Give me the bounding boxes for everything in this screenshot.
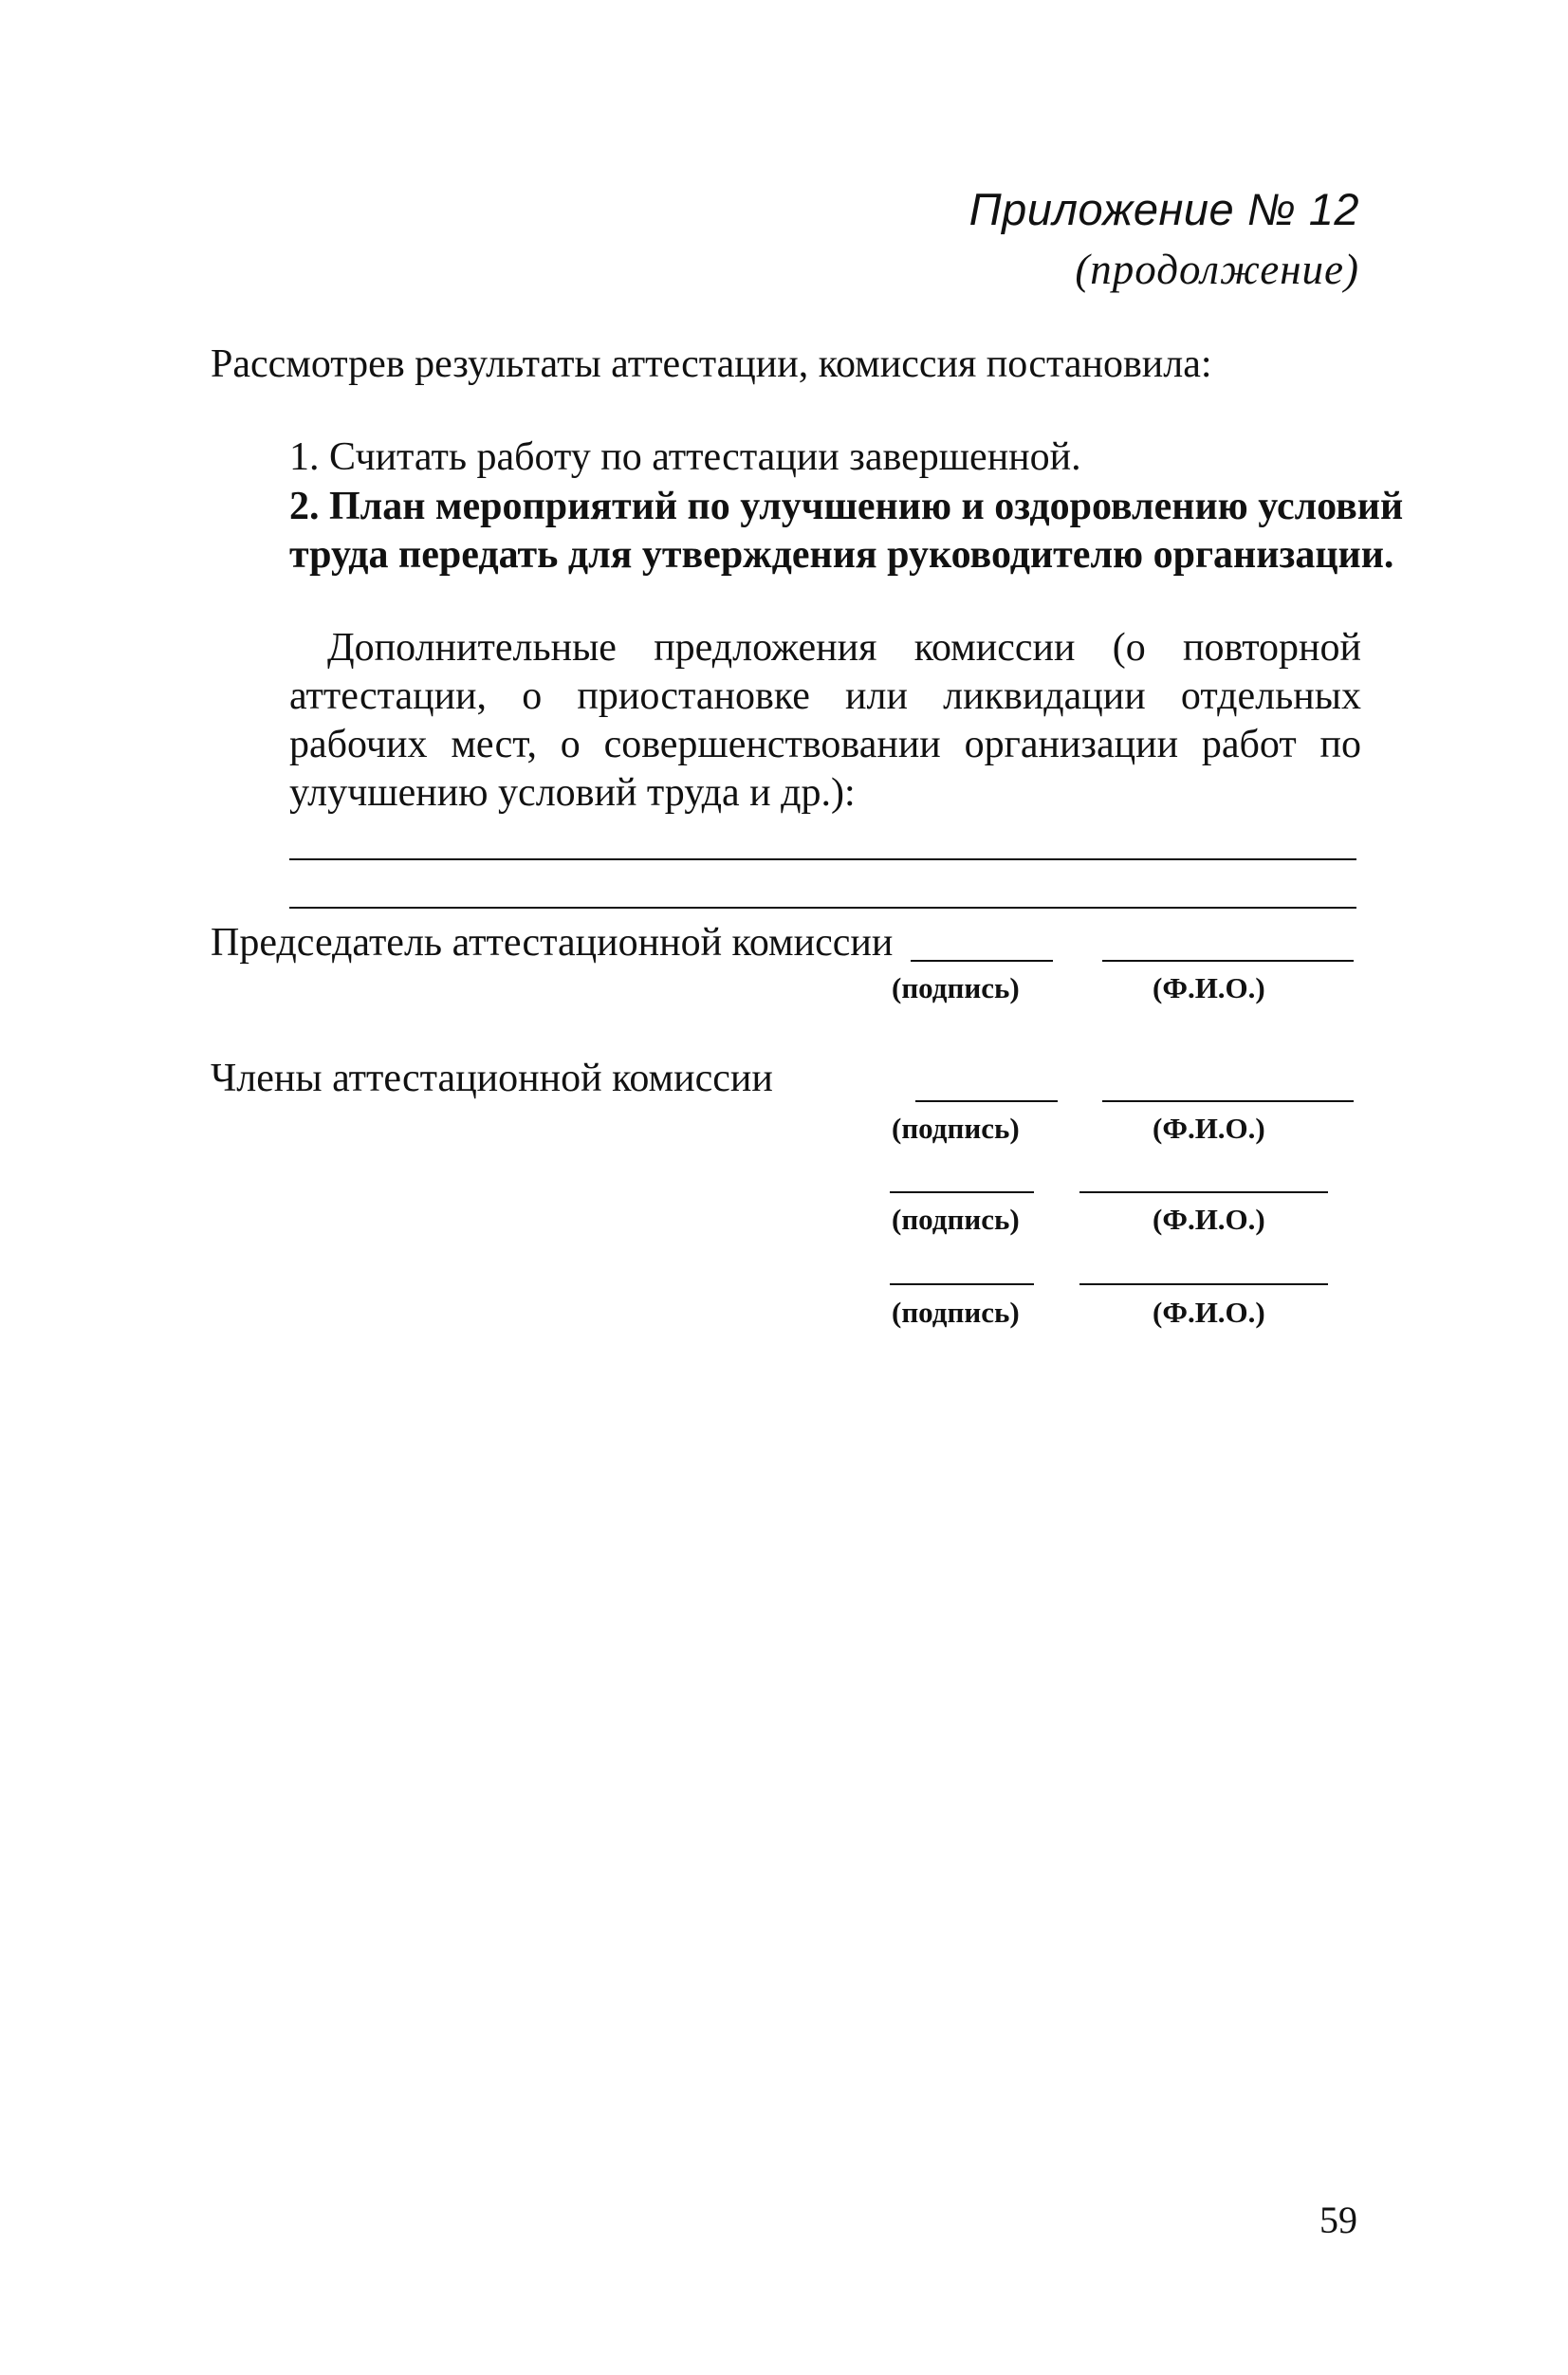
decision-item: 1. Считать работу по аттестации завершенной. <box>289 435 1081 479</box>
decision-item: 2. План мероприятий по улучшению и оздоровлению условий <box>289 485 1404 528</box>
chairman-label: Председатель аттестационной комиссии <box>211 921 894 965</box>
signature-caption: (подпись) <box>892 971 1020 1004</box>
intro-text: Рассмотрев результаты аттестации, комиссия постановила: <box>211 342 1212 386</box>
blank-line <box>289 858 1356 860</box>
chairman-name-line <box>1102 960 1354 962</box>
proposals-line: Дополнительные предложения комиссии (о повторной <box>327 626 1361 670</box>
decision-item: труда передать для утверждения руководителю организации. <box>289 533 1394 577</box>
member-signature-line <box>890 1283 1034 1285</box>
signature-caption: (подпись) <box>892 1296 1020 1329</box>
appendix-title: Приложение № 12 <box>968 184 1359 234</box>
member-name-line <box>1102 1100 1354 1102</box>
members-label: Члены аттестационной комиссии <box>211 1057 773 1100</box>
name-caption: (Ф.И.О.) <box>1153 1112 1265 1145</box>
chairman-signature-line <box>911 960 1053 962</box>
name-caption: (Ф.И.О.) <box>1153 971 1265 1004</box>
proposals-line: рабочих мест, о совершенствовании организации работ по <box>289 723 1361 766</box>
proposals-line: аттестации, о приостановке или ликвидации отдельных <box>289 674 1361 718</box>
name-caption: (Ф.И.О.) <box>1153 1296 1265 1329</box>
member-name-line <box>1079 1191 1328 1193</box>
page-number: 59 <box>1319 2199 1357 2241</box>
name-caption: (Ф.И.О.) <box>1153 1203 1265 1236</box>
appendix-continuation: (продолжение) <box>1075 246 1359 293</box>
blank-line <box>289 907 1356 909</box>
signature-caption: (подпись) <box>892 1112 1020 1145</box>
member-name-line <box>1079 1283 1328 1285</box>
member-signature-line <box>915 1100 1058 1102</box>
member-signature-line <box>890 1191 1034 1193</box>
proposals-line: улучшению условий труда и др.): <box>289 771 856 815</box>
signature-caption: (подпись) <box>892 1203 1020 1236</box>
